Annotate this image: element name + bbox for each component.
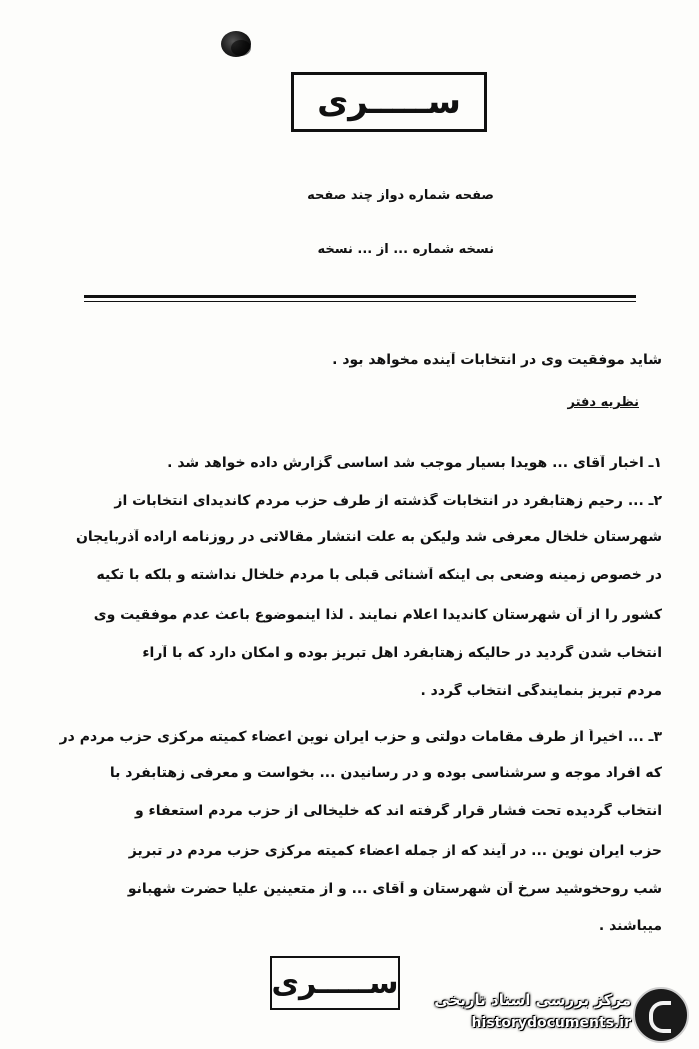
- office-opinion-heading: نظریه دفتر: [567, 395, 639, 410]
- body-line: در خصوص زمینه وضعی بی اینکه آشنائی قبلی با مردم خلخال نداشته و بلکه با تکیه: [96, 567, 662, 583]
- classification-stamp-bottom: [270, 956, 400, 1010]
- copy-reference-line: نسخه شماره ... از ... نسخه: [317, 242, 494, 257]
- watermark-title: مرکز بررسی اسناد تاریخی: [434, 991, 631, 1009]
- classification-stamp-top: [291, 72, 487, 132]
- archive-watermark: [389, 985, 689, 1041]
- body-line: شب روحخوشید سرخ آن شهرستان و آقای ... و از متعینین علیا حضرت شهبانو: [127, 881, 662, 897]
- body-line: کشور را از آن شهرستان کاندیدا اعلام نمایند . لذا اینموضوع باعث عدم موفقیت وی: [93, 607, 662, 623]
- body-line: ۳ـ ... اخیراً از طرف مقامات دولتی و حزب ایران نوین اعضاء کمیته مرکزی حزب مردم در: [59, 729, 662, 745]
- body-line: حزب ایران نوین ... در آیند که از جمله اعضاء کمیته مرکزی حزب مردم در تبریز: [128, 843, 662, 859]
- intro-line: شاید موفقیت وی در انتخابات آینده مخواهد بود .: [332, 352, 662, 368]
- classification-label: ســـــری: [317, 82, 461, 122]
- body-line: ۲ـ ... رحیم زهتابفرد در انتخابات گذشته از طرف حزب مردم کاندیدای انتخابات از: [114, 493, 662, 509]
- body-line: که افراد موجه و سرشناسی بوده و در رسانیدن ... بخواست و معرفی زهتابفرد با: [109, 765, 662, 781]
- classification-label: ســـــری: [271, 965, 399, 1001]
- divider-line: [84, 301, 636, 302]
- history-documents-logo-icon: [633, 987, 689, 1043]
- body-line: میباشند .: [598, 918, 662, 934]
- body-line: انتخاب گردیده تحت فشار قرار گرفته اند که خلیخالی از حزب مردم استعفاء و: [134, 803, 662, 819]
- body-line: مردم تبریز بنمایندگی انتخاب گردد .: [420, 683, 662, 699]
- body-line: ۱ـ اخبار آقای ... هویدا بسیار موجب شد اساسی گزارش داده خواهد شد .: [167, 455, 662, 471]
- body-line: انتخاب شدن گردید در حالیکه زهتابفرد اهل تبریز بوده و امکان دارد که با آراء: [142, 645, 662, 661]
- watermark-url: historydocuments.ir: [471, 1015, 631, 1031]
- ink-blot: [231, 40, 251, 56]
- divider-line: [84, 295, 636, 298]
- page-reference-line: صفحه شماره دواز چند صفحه: [307, 188, 494, 203]
- body-line: شهرستان خلخال معرفی شد ولیکن به علت انتشار مقالاتی در روزنامه اراده آذربایجان: [75, 529, 662, 545]
